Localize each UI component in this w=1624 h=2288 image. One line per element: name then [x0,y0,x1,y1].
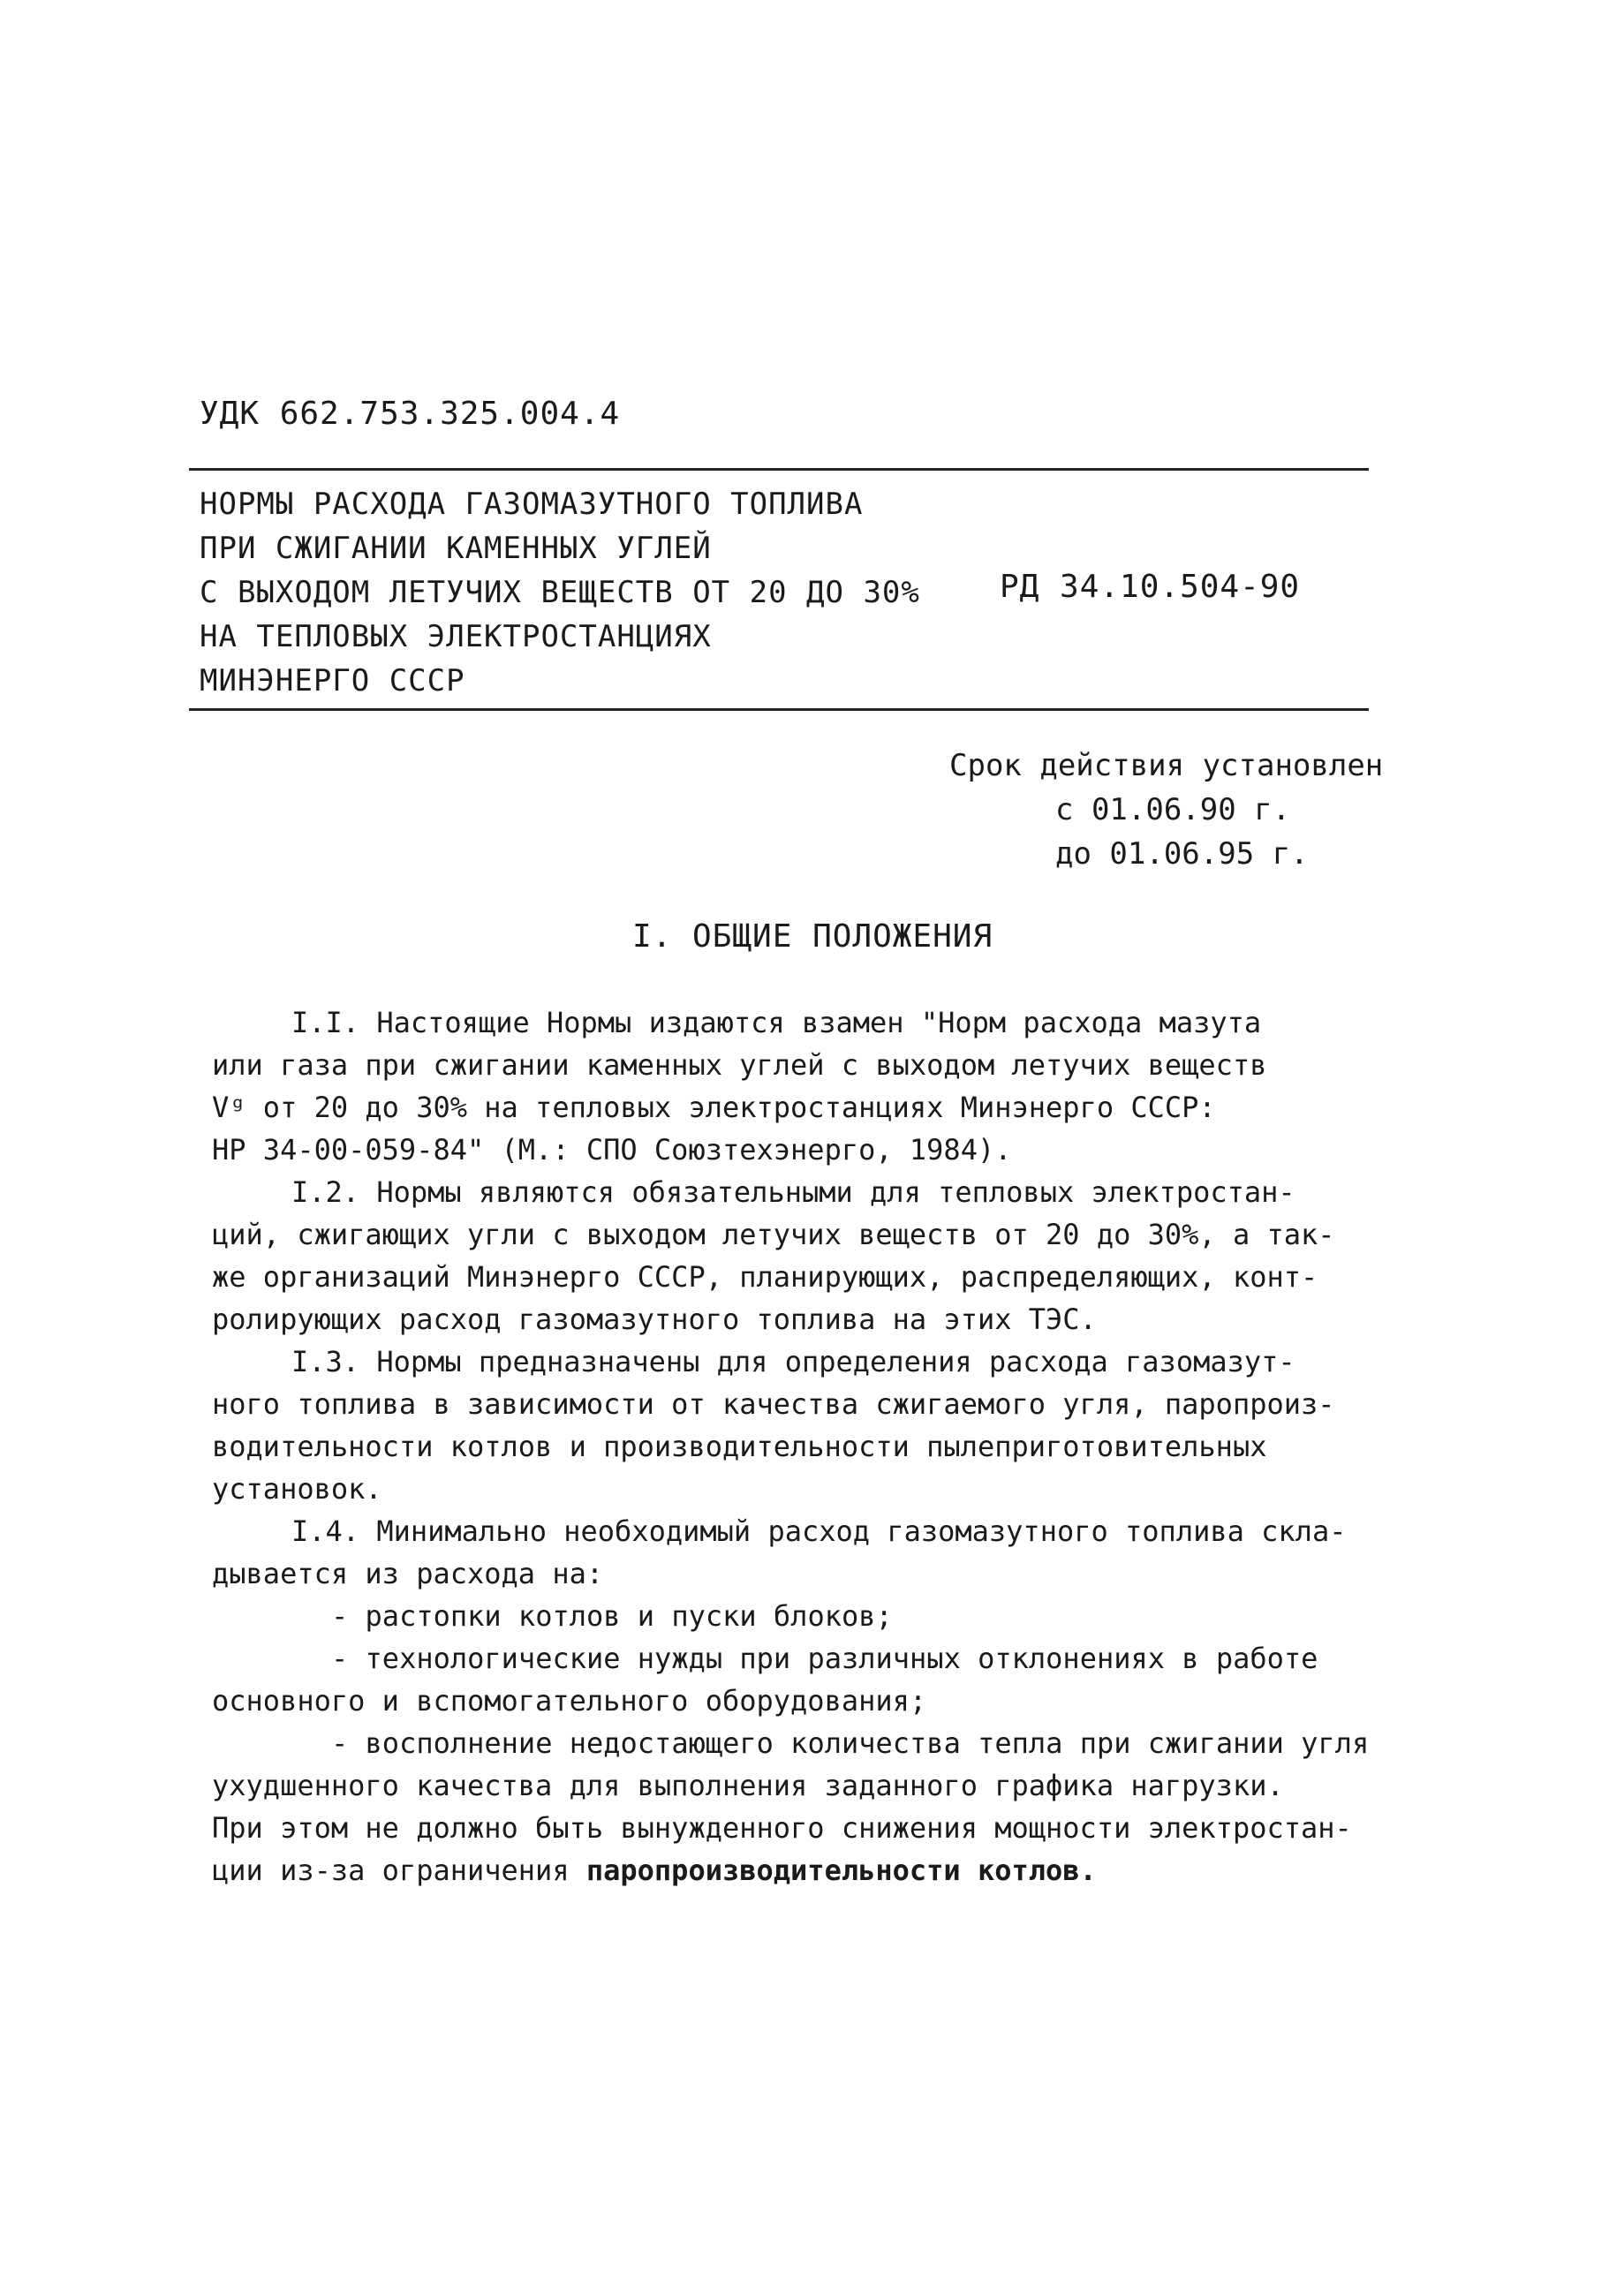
body-text [212,1001,1395,1892]
validity-to: до 01.06.95 г. [1055,836,1309,872]
section-heading: I. ОБЩИЕ ПОЛОЖЕНИЯ [632,918,993,955]
body-line: - технологические нужды при различных отклонениях в работе [331,1642,1318,1675]
body-line: ций, сжигающих угли с выходом летучих веществ от 20 до 30%, а так- [212,1218,1335,1251]
body-line: I.2. Нормы являются обязательными для тепловых электростан- [291,1175,1295,1209]
body-line: установок. [212,1472,382,1506]
title-line: НА ТЕПЛОВЫХ ЭЛЕКТРОСТАНЦИЯХ [200,619,712,654]
document-code: РД 34.10.504-90 [1000,569,1301,605]
title-line: С ВЫХОДОМ ЛЕТУЧИХ ВЕЩЕСТВ ОТ 20 ДО 30% [200,575,920,610]
title-line: МИНЭНЕРГО СССР [200,663,465,698]
title-line: НОРМЫ РАСХОДА ГАЗОМАЗУТНОГО ТОПЛИВА [200,487,864,522]
body-line: же организаций Минэнерго СССР, планирующих, распределяющих, конт- [212,1260,1318,1294]
title-line: ПРИ СЖИГАНИИ КАМЕННЫХ УГЛЕЙ [200,531,712,566]
body-line: При этом не должно быть вынужденного снижения мощности электростан- [212,1811,1352,1845]
body-line: - растопки котлов и пуски блоков; [331,1599,893,1633]
title-bottom-rule [189,708,1369,711]
document-title [200,482,920,703]
body-line-last-start: ции из-за ограничения [212,1854,570,1887]
body-line-last-bold: паропроизводительности котлов. [585,1854,1097,1887]
udk-code: УДК 662.753.325.004.4 [200,396,621,432]
body-line: основного и вспомогательного оборудования; [212,1684,927,1718]
validity-block [949,744,1383,876]
body-line: или газа при сжигании каменных углей с выходом летучих веществ [212,1048,1267,1082]
body-line: НР 34-00-059-84" (М.: СПО Союзтехэнерго, 1984). [212,1133,1012,1167]
validity-label: Срок действия установлен [949,748,1384,783]
body-line: ного топлива в зависимости от качества сжигаемого угля, паропроиз- [212,1387,1335,1421]
body-line: ролирующих расход газомазутного топлива на этих ТЭС. [212,1303,1097,1336]
body-line: - восполнение недостающего количества тепла при сжигании угля [331,1726,1370,1760]
validity-from: с 01.06.90 г. [1055,792,1291,827]
body-line: дывается из расхода на: [212,1557,604,1590]
body-line: водительности котлов и производительности пылеприготовительных [212,1430,1267,1463]
body-line: I.4. Минимально необходимый расход газомазутного топлива скла- [291,1514,1347,1548]
body-line: I.3. Нормы предназначены для определения расхода газомазут- [291,1345,1295,1378]
body-line-last [212,1849,1395,1892]
body-line: I.I. Настоящие Нормы издаются взамен "Норм расхода мазута [291,1006,1262,1039]
body-line: ухудшенного качества для выполнения заданного графика нагрузки. [212,1769,1284,1802]
body-line: Vᵍ от 20 до 30% на тепловых электростанциях Минэнерго СССР: [212,1091,1216,1124]
title-top-rule [189,468,1369,471]
